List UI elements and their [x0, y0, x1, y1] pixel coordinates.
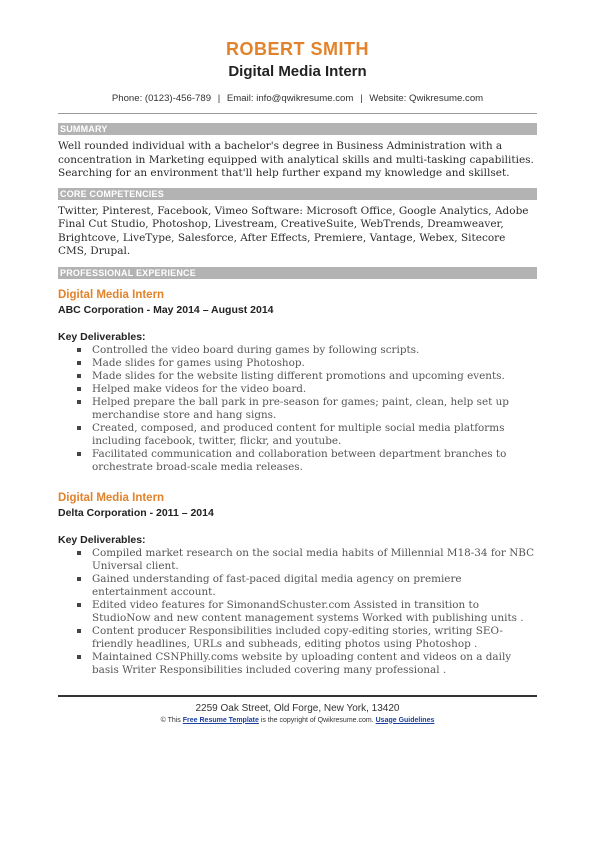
deliverables-label: Key Deliverables: — [58, 330, 146, 343]
list-item: Compiled market research on the social media habits of Millennial M18-34 for NBC Universal client. — [58, 547, 537, 573]
list-item: Helped make videos for the video board. — [58, 383, 537, 396]
summary-heading: SUMMARY — [58, 123, 537, 135]
job-title: Digital Media Intern — [58, 288, 165, 301]
list-item: Maintained CSNPhilly.coms website by uploading content and videos on a daily basis Writer Responsibilities included covering many professional . — [58, 651, 537, 677]
bullet-square-icon — [77, 629, 81, 633]
footer-divider — [58, 695, 537, 697]
list-item: Created, composed, and produced content for multiple social media platforms including facebook, twitter, flickr, and youtube. — [58, 422, 537, 448]
bullet-square-icon — [77, 577, 81, 581]
competencies-text: Twitter, Pinterest, Facebook, Vimeo Software: Microsoft Office, Google Analytics, Adobe Final Cut Studio, Photoshop, Livestream, CreativeSuite, WebTrends, Dreamweaver, Brightcove, LiveType, Salesforce, After Effects, Premiere, Vantage, Webex, Sitecore CMS, Drupal. — [58, 204, 529, 257]
candidate-title: Digital Media Intern — [228, 63, 367, 80]
job-spacer — [58, 474, 537, 491]
list-item: Edited video features for SimonandSchuster.com Assisted in transition to StudioNow and new content management systems Worked with publishing units . — [58, 599, 537, 625]
deliverables-label: Key Deliverables: — [58, 533, 146, 546]
header-divider — [58, 113, 537, 114]
bullet-square-icon — [77, 387, 81, 391]
bullet-square-icon — [77, 348, 81, 352]
list-item: Made slides for the website listing different promotions and upcoming events. — [58, 370, 537, 383]
bullet-square-icon — [77, 655, 81, 659]
bullet-square-icon — [77, 400, 81, 404]
job-company: Delta Corporation - 2011 – 2014 — [58, 506, 214, 519]
bullet-square-icon — [77, 361, 81, 365]
job-company: ABC Corporation - May 2014 – August 2014 — [58, 303, 274, 316]
list-item: Helped prepare the ball park in pre-season for games; paint, clean, help set up merchandise store and hang signs. — [58, 396, 537, 422]
contact-separator: | — [360, 93, 363, 104]
contact-email[interactable]: Email: info@qwikresume.com — [226, 93, 354, 104]
bullet-square-icon — [77, 603, 81, 607]
bullet-square-icon — [77, 452, 81, 456]
free-resume-template-link[interactable]: Free Resume Template — [182, 716, 259, 724]
summary-text: Well rounded individual with a bachelor's degree in Business Administration with a concentration in Marketing equipped with analytical skills and multi-tasking capabilities. Searching for an environment that'll help further expand my knowledge and skillset. — [58, 140, 534, 179]
contact-website[interactable]: Website: Qwikresume.com — [369, 93, 484, 104]
list-item: Facilitated communication and collaboration between department branches to orchestrate broad-scale media releases. — [58, 448, 537, 474]
list-item: Gained understanding of fast-paced digital media agency on premiere entertainment account. — [58, 573, 537, 599]
deliverables-list — [58, 547, 537, 677]
job-entry — [58, 288, 537, 474]
list-item: Controlled the video board during games by following scripts. — [58, 344, 537, 357]
experience-heading: PROFESSIONAL EXPERIENCE — [58, 267, 537, 279]
deliverables-list — [58, 344, 537, 474]
bullet-square-icon — [77, 426, 81, 430]
contact-phone: Phone: (0123)-456-789 — [111, 93, 212, 104]
job-entry — [58, 491, 537, 677]
footer-copyright: © This Free Resume Template is the copyright of Qwikresume.com. Usage Guidelines — [160, 716, 435, 724]
competencies-heading: CORE COMPETENCIES — [58, 188, 537, 200]
list-item: Made slides for games using Photoshop. — [58, 357, 537, 370]
bullet-square-icon — [77, 374, 81, 378]
bullet-square-icon — [77, 551, 81, 555]
contact-line — [58, 92, 537, 106]
usage-guidelines-link[interactable]: Usage Guidelines — [375, 716, 435, 724]
job-title: Digital Media Intern — [58, 491, 165, 504]
candidate-name: ROBERT SMITH — [226, 39, 369, 59]
list-item: Content producer Responsibilities included copy-editing stories, writing SEO-friendly headlines, URLs and subheads, editing photos using Photoshop . — [58, 625, 537, 651]
footer-address: 2259 Oak Street, Old Forge, New York, 13420 — [195, 702, 400, 714]
contact-separator: | — [217, 93, 221, 104]
